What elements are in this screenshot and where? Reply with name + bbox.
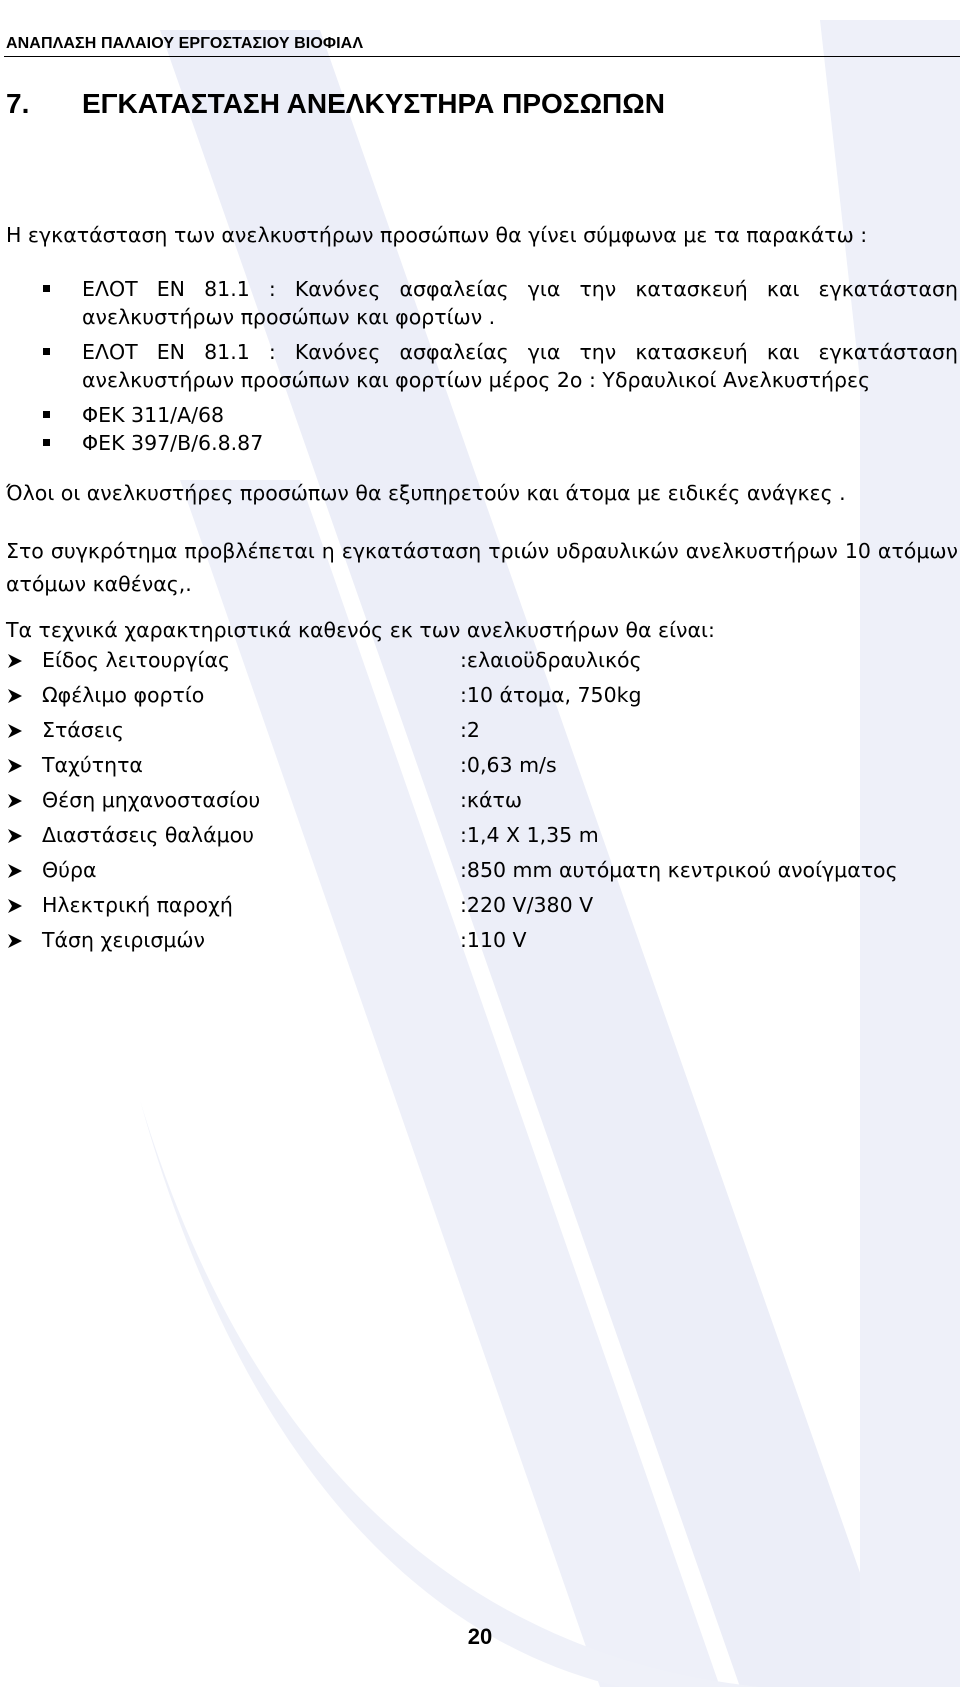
arrow-bullet-icon bbox=[6, 853, 42, 888]
spec-label: Ωφέλιμο φορτίο bbox=[42, 683, 205, 707]
arrow-bullet-icon bbox=[6, 923, 42, 958]
arrow-bullet-icon bbox=[6, 713, 42, 748]
running-header: ΑΝΑΠΛΑΣΗ ΠΑΛΑΙΟΥ ΕΡΓΟΣΤΑΣΙΟΥ ΒΙΟΦΙΑΛ bbox=[6, 35, 364, 52]
spec-value: :220 V/380 V bbox=[460, 893, 594, 917]
spec-row bbox=[6, 853, 958, 888]
spec-row bbox=[6, 888, 958, 923]
spec-row bbox=[6, 923, 958, 958]
spec-row bbox=[6, 818, 958, 853]
arrow-bullet-icon bbox=[6, 678, 42, 713]
spec-value: :850 mm αυτόματη κεντρικού ανοίγματος bbox=[460, 858, 898, 882]
spec-label: Θέση μηχανοστασίου bbox=[42, 788, 261, 812]
section-heading bbox=[6, 88, 665, 120]
spec-value: :10 άτομα, 750kg bbox=[460, 683, 642, 707]
spec-label: Ηλεκτρική παροχή bbox=[42, 893, 233, 917]
spec-value: :1,4 Χ 1,35 m bbox=[460, 823, 599, 847]
arrow-bullet-icon bbox=[6, 818, 42, 853]
list-item bbox=[40, 429, 958, 457]
arrow-bullet-icon bbox=[6, 783, 42, 818]
arrow-bullet-icon bbox=[6, 748, 42, 783]
list-item bbox=[40, 401, 958, 429]
specs-list bbox=[6, 643, 958, 958]
specs-intro: Τα τεχνικά χαρακτηριστικά καθενός εκ των ανελκυστήρων θα είναι: bbox=[6, 618, 715, 642]
spec-label: Διαστάσεις θαλάμου bbox=[42, 823, 255, 847]
standard-text: ΕΛΟΤ ΕΝ 81.1 : Κανόνες ασφαλείας για την κατασκευή και εγκατάσταση ανελκυστήρων προσώπων και φορτίων . bbox=[82, 277, 958, 329]
spec-value: :0,63 m/s bbox=[460, 753, 557, 777]
spec-label: Στάσεις bbox=[42, 718, 124, 742]
standard-text: ΦΕΚ 311/Α/68 bbox=[82, 403, 225, 427]
arrow-bullet-icon bbox=[6, 643, 42, 678]
spec-label: Τάση χειρισμών bbox=[42, 928, 205, 952]
page-number: 20 bbox=[467, 1624, 493, 1649]
square-bullet-icon bbox=[40, 275, 82, 331]
section-number: 7. bbox=[6, 88, 30, 119]
header-rule bbox=[4, 56, 960, 57]
spec-value: :κάτω bbox=[460, 788, 523, 812]
section-title: ΕΓΚΑΤΑΣΤΑΣΗ ΑΝΕΛΚΥΣΤΗΡΑ ΠΡΟΣΩΠΩΝ bbox=[82, 88, 665, 119]
square-bullet-icon bbox=[40, 429, 82, 457]
spec-row bbox=[6, 643, 958, 678]
accessibility-paragraph: Όλοι οι ανελκυστήρες προσώπων θα εξυπηρετούν και άτομα με ειδικές ανάγκες . bbox=[6, 481, 846, 505]
standard-text: ΦΕΚ 397/Β/6.8.87 bbox=[82, 431, 264, 455]
intro-paragraph: Η εγκατάσταση των ανελκυστήρων προσώπων θα γίνει σύμφωνα με τα παρακάτω : bbox=[6, 223, 868, 247]
spec-row bbox=[6, 678, 958, 713]
spec-row bbox=[6, 713, 958, 748]
spec-value: :2 bbox=[460, 718, 480, 742]
square-bullet-icon bbox=[40, 338, 82, 394]
spec-row bbox=[6, 748, 958, 783]
list-item bbox=[40, 275, 958, 331]
spec-row bbox=[6, 783, 958, 818]
standard-text: ΕΛΟΤ ΕΝ 81.1 : Κανόνες ασφαλείας για την κατασκευή και εγκατάσταση ανελκυστήρων προσώπων και φορτίων μέρος 2ο : Υδραυλικοί Ανελκυστήρες bbox=[82, 340, 958, 392]
arrow-bullet-icon bbox=[6, 888, 42, 923]
standards-list bbox=[40, 275, 958, 457]
spec-label: Είδος λειτουργίας bbox=[42, 648, 231, 672]
spec-label: Ταχύτητα bbox=[42, 753, 143, 777]
complex-paragraph: Στο συγκρότημα προβλέπεται η εγκατάσταση τριών υδραυλικών ανελκυστήρων 10 ατόμων ατόμων καθένας,. bbox=[6, 539, 958, 596]
spec-label: Θύρα bbox=[42, 858, 97, 882]
spec-value: :110 V bbox=[460, 928, 527, 952]
list-item bbox=[40, 338, 958, 394]
square-bullet-icon bbox=[40, 401, 82, 429]
spec-value: :ελαιοϋδραυλικός bbox=[460, 648, 642, 672]
